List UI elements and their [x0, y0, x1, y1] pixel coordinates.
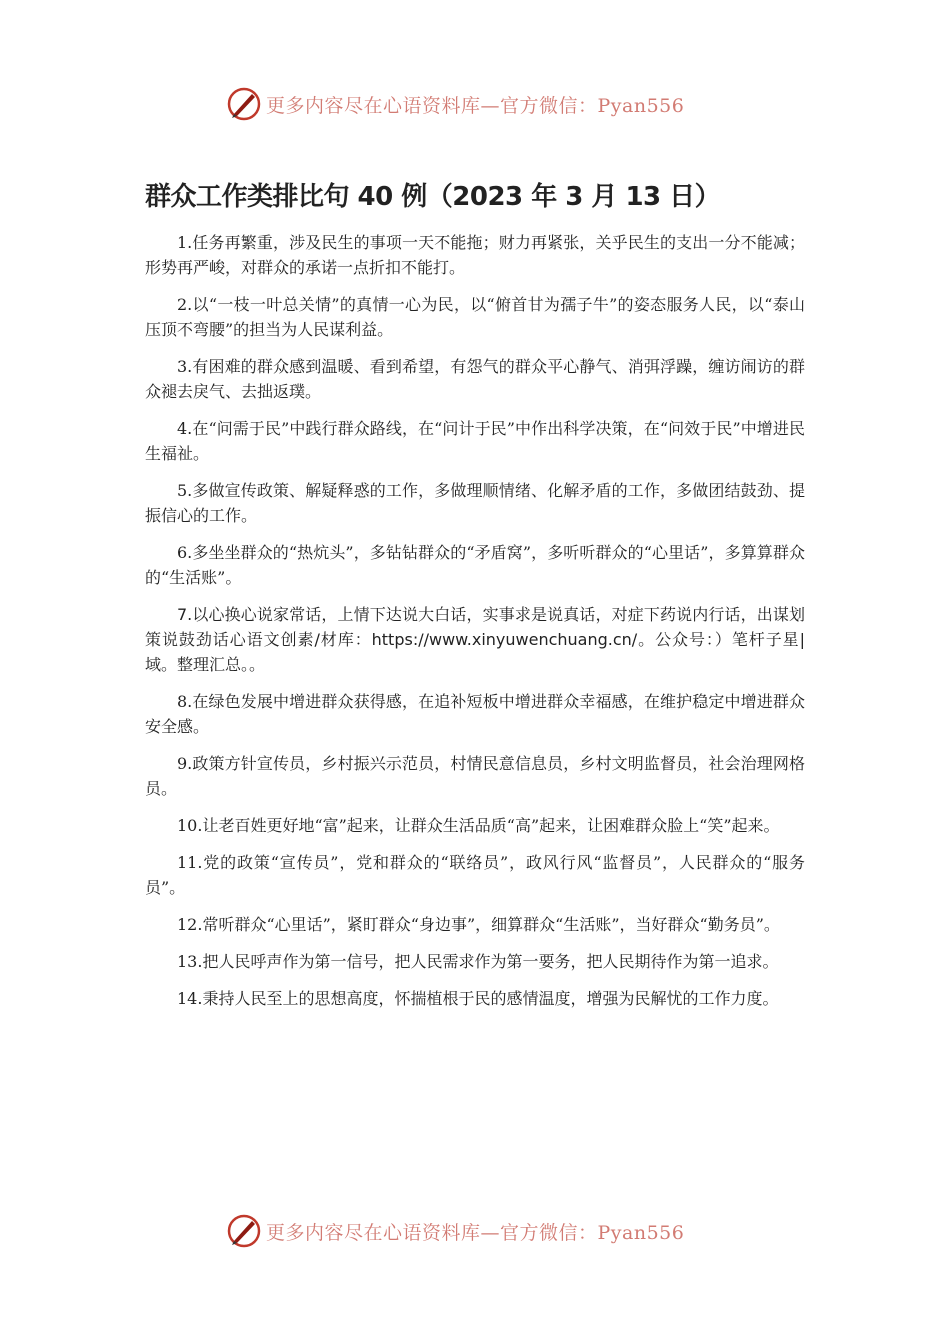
paragraph-1: 1.任务再繁重，涉及民生的事项一天不能拖；财力再紧张，关乎民生的支出一分不能减；形势再严峻，对群众的承诺一点折扣不能打。 — [145, 233, 805, 277]
paragraph-13: 13.把人民呼声作为第一信号，把人民需求作为第一要务，把人民期待作为第一追求。 — [177, 952, 779, 971]
paragraph-11: 11.党的政策“宣传员”，党和群众的“联络员”，政风行风“监督员”，人民群众的“服务员”。 — [145, 853, 805, 897]
header-banner — [226, 84, 684, 124]
banner-text: 更多内容尽在心语资料库—官方微信：Pyan556 — [266, 1221, 685, 1244]
banner-text: 更多内容尽在心语资料库—官方微信：Pyan556 — [266, 94, 685, 117]
page-title: 群众工作类排比句 40 例（2023 年 3 月 13 日） — [145, 182, 721, 212]
quill-logo-icon — [226, 1213, 262, 1249]
paragraph-8: 8.在绿色发展中增进群众获得感，在追补短板中增进群众幸福感，在维护稳定中增进群众安全感。 — [145, 692, 805, 736]
paragraph-12: 12.常听群众“心里话”，紧盯群众“身边事”，细算群众“生活账”，当好群众“勤务员”。 — [177, 915, 780, 934]
footer-banner — [226, 1211, 684, 1251]
paragraph-14: 14.秉持人民至上的思想高度，怀揣植根于民的感情温度，增强为民解忧的工作力度。 — [177, 989, 779, 1008]
paragraph-5: 5.多做宣传政策、解疑释惑的工作，多做理顺情绪、化解矛盾的工作，多做团结鼓劲、提振信心的工作。 — [145, 481, 805, 525]
document-body — [145, 230, 805, 1023]
paragraph-4: 4.在“问需于民”中践行群众路线，在“问计于民”中作出科学决策，在“问效于民”中增进民生福祉。 — [145, 419, 805, 463]
paragraph-10: 10.让老百姓更好地“富”起来，让群众生活品质“高”起来，让困难群众脸上“笑”起来。 — [177, 816, 780, 835]
quill-logo-icon — [226, 86, 262, 122]
paragraph-7: 7.以心换心说家常话，上情下达说大白话，实事求是说真话，对症下药说内行话，出谋划策说鼓劲话心语文创素/材库：https://www.xinyuwenchuang.cn/。公众号：）笔杆子星|域。整理汇总。。 — [145, 605, 805, 674]
paragraph-6: 6.多坐坐群众的“热炕头”，多钻钻群众的“矛盾窝”，多听听群众的“心里话”，多算算群众的“生活账”。 — [145, 543, 805, 587]
paragraph-9: 9.政策方针宣传员，乡村振兴示范员，村情民意信息员，乡村文明监督员，社会治理网格员。 — [145, 754, 805, 798]
paragraph-2: 2.以“一枝一叶总关情”的真情一心为民，以“俯首甘为孺子牛”的姿态服务人民，以“泰山压顶不弯腰”的担当为人民谋利益。 — [145, 295, 805, 339]
paragraph-3: 3.有困难的群众感到温暖、看到希望，有怨气的群众平心静气、消弭浮躁，缠访闹访的群众褪去戾气、去拙返璞。 — [145, 357, 805, 401]
